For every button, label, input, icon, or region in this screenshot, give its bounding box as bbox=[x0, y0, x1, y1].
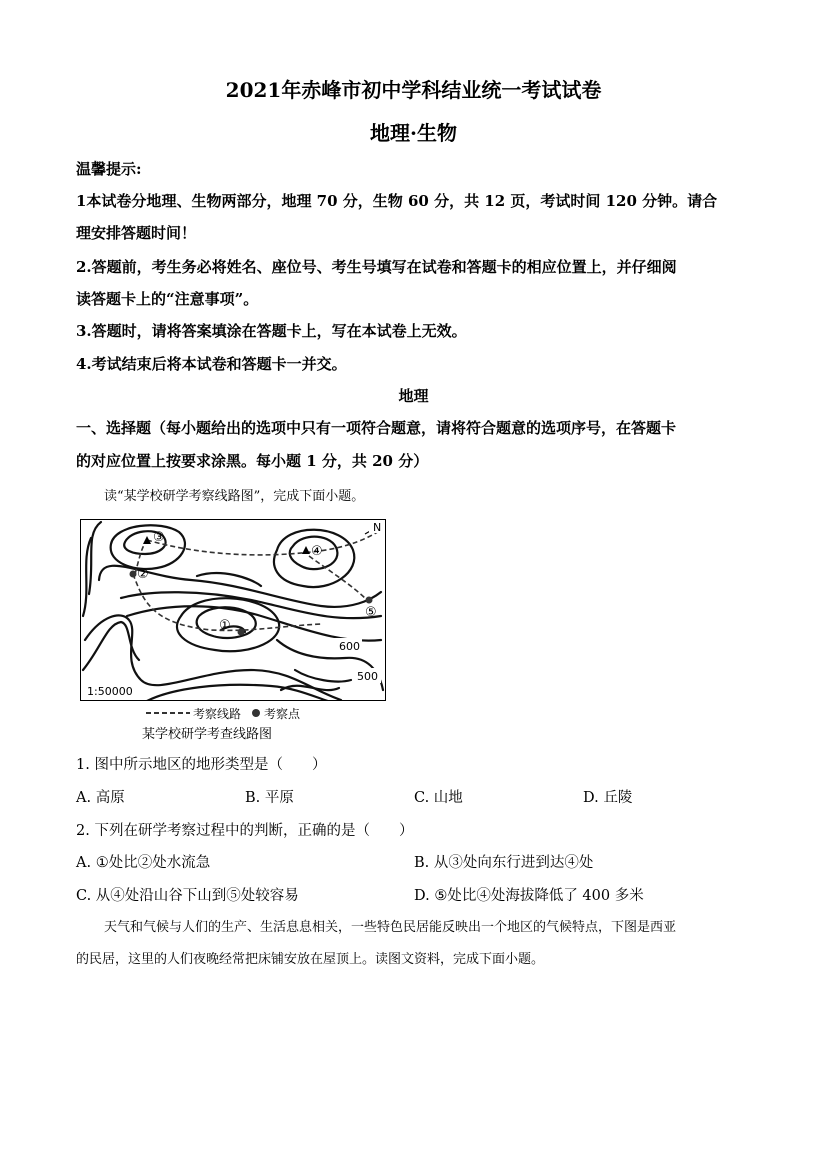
intro-text-2-line-1: 天气和气候与人们的生产、生活息息相关，一些特色民居能反映出一个地区的气候特点，下图是西亚 bbox=[104, 920, 677, 935]
intro-text-2-line-2: 的民居，这里的人们夜晚经常把床铺安放在屋顶上。读图文资料，完成下面小题。 bbox=[76, 952, 545, 967]
observation-point bbox=[238, 629, 245, 636]
route-line bbox=[309, 556, 367, 600]
point-1-label: ① bbox=[219, 618, 231, 633]
question-1-option-d: D. 丘陵 bbox=[583, 790, 633, 806]
observation-point bbox=[366, 597, 373, 604]
point-5-label: ⑤ bbox=[365, 605, 377, 620]
point-legend-icon bbox=[250, 705, 262, 721]
question-1-stem: 1. 图中所示地区的地形类型是（ ） bbox=[76, 757, 327, 773]
contour-label-500: 500 bbox=[357, 670, 378, 683]
legend-route-label: 考察线路 bbox=[193, 707, 242, 721]
point-2-label: ② bbox=[137, 567, 149, 582]
map-caption: 某学校研学考查线路图 bbox=[142, 727, 273, 742]
part-1-instruction-line-2: 的对应位置上按要求涂黑。每小题 1 分，共 20 分） bbox=[76, 452, 429, 470]
point-4-label: ④ bbox=[311, 544, 323, 559]
exam-subtitle: 地理·生物 bbox=[370, 121, 457, 145]
section-title: 地理 bbox=[398, 387, 429, 405]
contour-line bbox=[89, 522, 101, 594]
question-1-option-b: B. 平原 bbox=[245, 790, 294, 806]
question-2-option-d: D. ⑤处比④处海拔降低了 400 多米 bbox=[414, 888, 644, 904]
tips-heading: 温馨提示: bbox=[76, 160, 142, 178]
tip-1-line-2: 理安排答题时间！ bbox=[76, 224, 197, 242]
contour-line bbox=[83, 622, 139, 670]
peak-triangle-icon bbox=[302, 546, 310, 554]
question-1-option-c: C. 山地 bbox=[414, 790, 463, 806]
observation-point bbox=[130, 571, 137, 578]
tip-3: 3.答题时，请将答案填涂在答题卡上，写在本试卷上无效。 bbox=[76, 322, 467, 340]
part-1-instruction-line-1: 一、选择题（每小题给出的选项中只有一项符合题意，请将符合题意的选项序号，在答题卡 bbox=[76, 419, 677, 437]
exam-title: 2021年赤峰市初中学科结业统一考试试卷 bbox=[225, 78, 602, 102]
legend-point-label: 考察点 bbox=[264, 707, 301, 721]
contour-line bbox=[197, 573, 261, 586]
contour-map bbox=[80, 519, 386, 701]
question-2-option-a: A. ①处比②处水流急 bbox=[76, 855, 211, 871]
question-2-stem: 2. 下列在研学考察过程中的判断，正确的是（ ） bbox=[76, 823, 414, 839]
north-label: N bbox=[373, 521, 382, 534]
intro-text-1: 读“某学校研学考察线路图”，完成下面小题。 bbox=[104, 489, 365, 504]
map-scale: 1:50000 bbox=[87, 685, 133, 698]
contour-label-600: 600 bbox=[339, 640, 360, 653]
contour-line bbox=[295, 670, 351, 682]
point-3-label: ③ bbox=[153, 530, 165, 545]
tip-1-line-1: 1本试卷分地理、生物两部分，地理 70 分，生物 60 分，共 12 页，考试时间 120 分钟。请合 bbox=[76, 192, 718, 210]
question-1-option-a: A. 高原 bbox=[76, 790, 125, 806]
tip-2-line-1: 2.答题前，考生务必将姓名、座位号、考生号填写在试卷和答题卡的相应位置上，并仔细阅 bbox=[76, 258, 677, 276]
tip-2-line-2: 读答题卡上的“注意事项”。 bbox=[76, 290, 259, 308]
question-2-option-b: B. 从③处向东行进到达④处 bbox=[414, 855, 594, 871]
tip-4: 4.考试结束后将本试卷和答题卡一并交。 bbox=[76, 355, 347, 373]
contour-line bbox=[127, 606, 381, 640]
question-2-option-c: C. 从④处沿山谷下山到⑤处较容易 bbox=[76, 888, 299, 904]
